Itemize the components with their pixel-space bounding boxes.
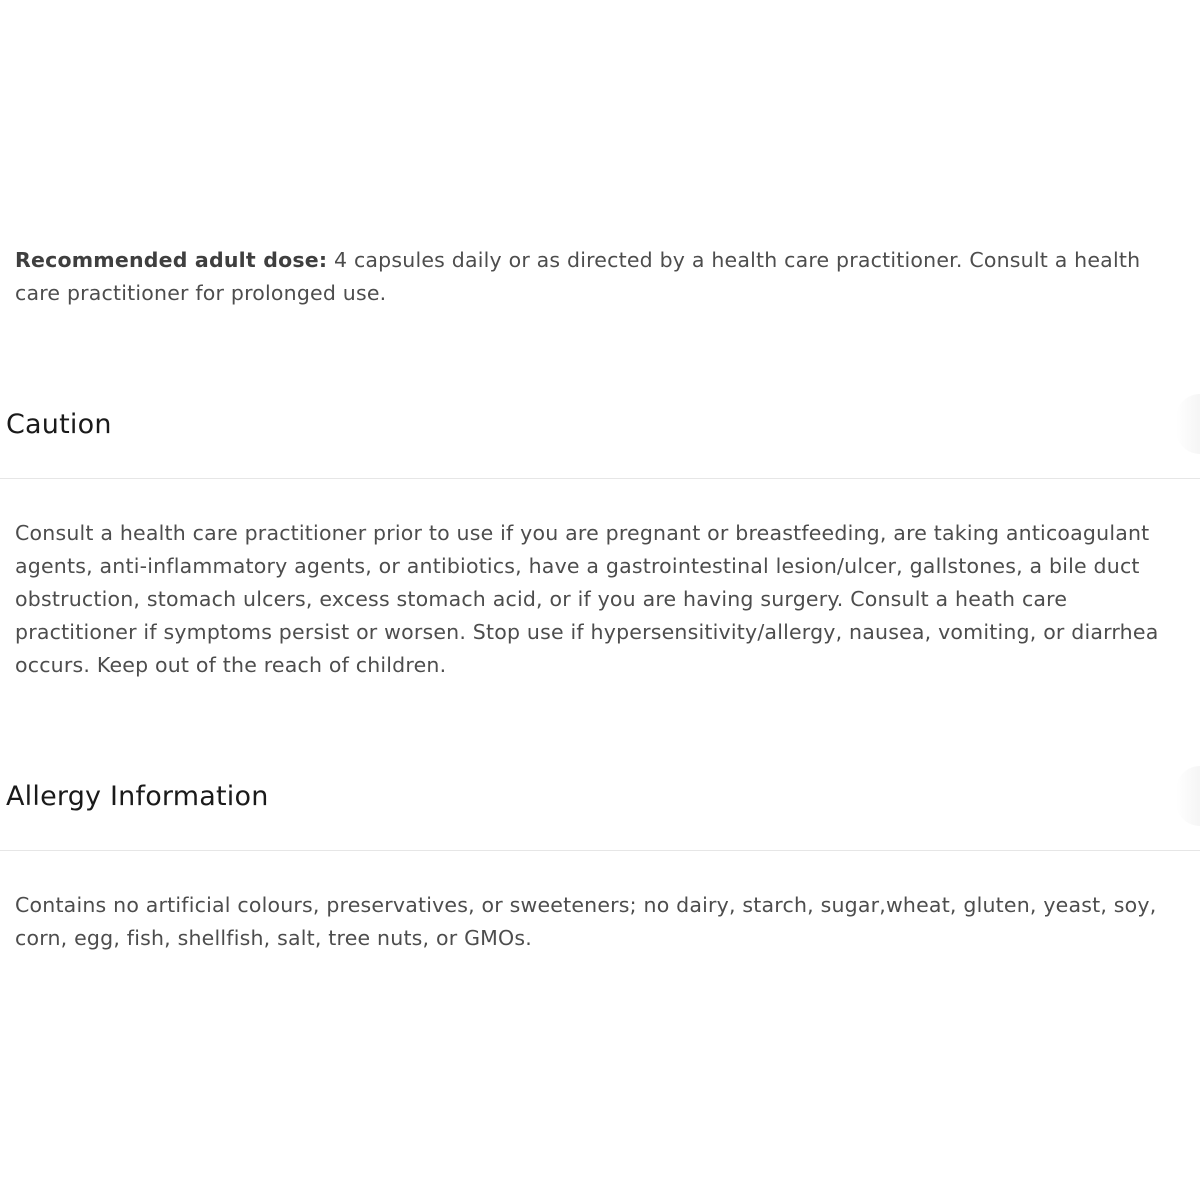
recommended-dose-value: 4 capsules daily or as directed by a health care practitioner. Consult a health care practitioner for prolonged use. [15, 248, 1141, 305]
recommended-dose-label: Recommended adult dose: [15, 248, 328, 272]
allergy-divider [0, 850, 1200, 851]
allergy-information-body: Contains no artificial colours, preservatives, or sweeteners; no dairy, starch, sugar,wheat, gluten, yeast, soy, corn, egg, fish, shellfish, salt, tree nuts, or GMOs. [15, 893, 1157, 950]
allergy-toggle-edge[interactable] [1176, 766, 1200, 826]
caution-toggle-edge[interactable] [1176, 394, 1200, 454]
allergy-information-heading[interactable]: Allergy Information [6, 781, 269, 812]
caution-body: Consult a health care practitioner prior to use if you are pregnant or breastfeeding, are taking anticoagulant agents, anti-inflammatory agents, or antibiotics, have a gastrointestinal lesion/ulcer, gallstones, a bile duct obstruction, stomach ulcers, excess stomach acid, or if you are having surgery. Consult a heath care practitioner if symptoms persist or worsen. Stop use if hypersensitivity/allergy, nausea, vomiting, or diarrhea occurs. Keep out of the reach of children. [15, 521, 1159, 677]
recommended-dose-text [15, 244, 1190, 310]
caution-heading[interactable]: Caution [6, 409, 112, 440]
caution-divider [0, 478, 1200, 479]
